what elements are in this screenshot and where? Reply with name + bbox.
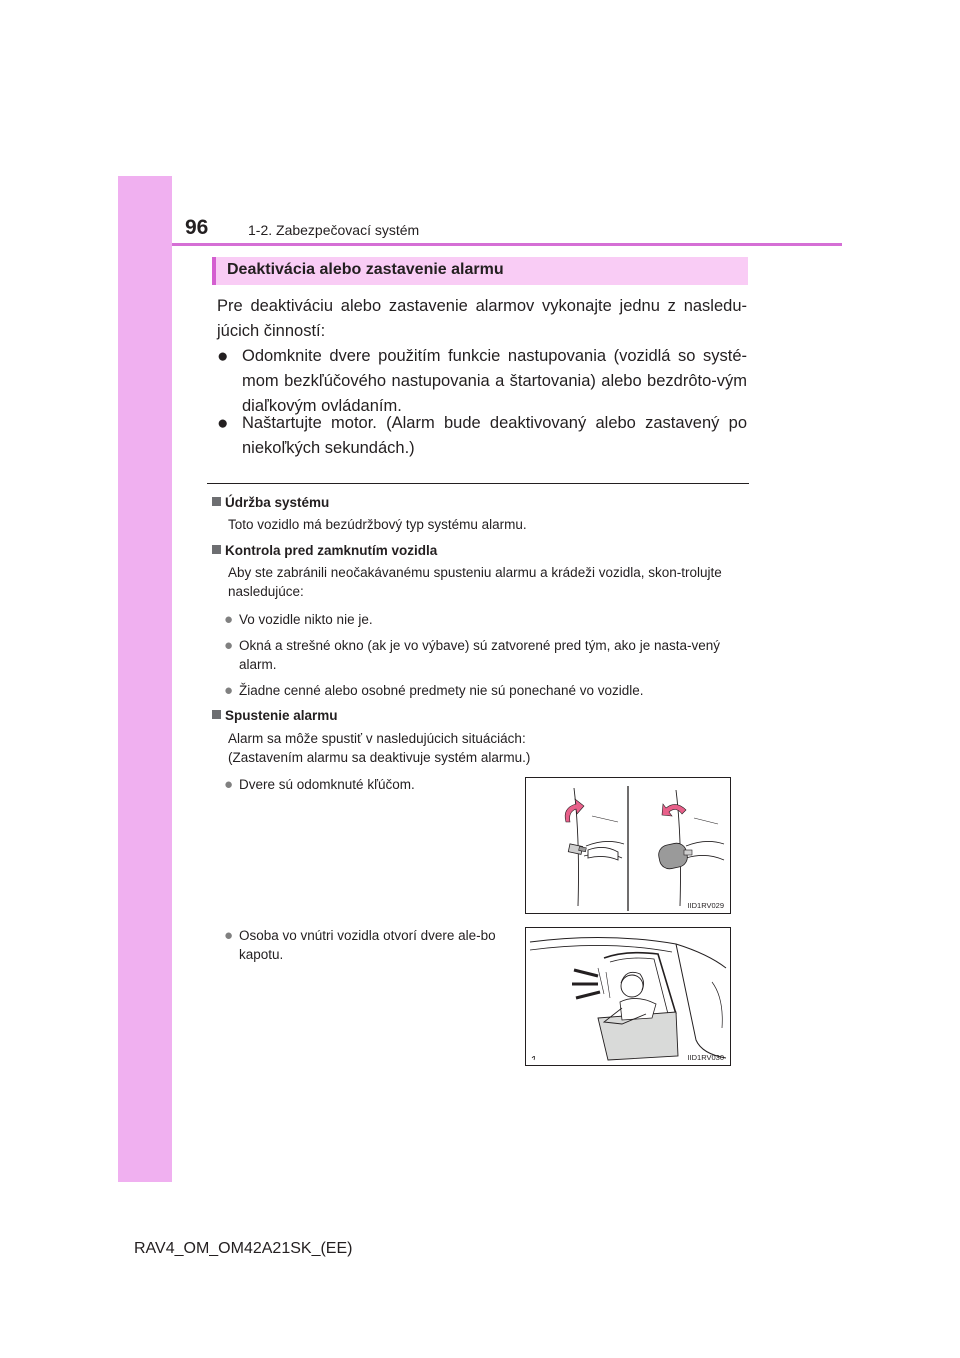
section-title: 1-2. Zabezpečovací systém bbox=[248, 222, 420, 238]
check-item-2-text: Okná a strešné okno (ak je vo výbave) sú zatvorené pred tým, ako je nasta-vený alarm. bbox=[239, 638, 720, 672]
note-heading-maintenance-text: Údržba systému bbox=[225, 495, 330, 510]
check-item-1-text: Vo vozidle nikto nie je. bbox=[239, 612, 373, 627]
bullet-dot-icon: ● bbox=[224, 927, 234, 944]
side-tab-bar bbox=[118, 176, 172, 1182]
section-heading-text: Deaktivácia alebo zastavenie alarmu bbox=[227, 261, 504, 278]
note-text-trigger-line1: Alarm sa môže spustiť v nasledujúcich situáciách: bbox=[228, 731, 526, 746]
figure-code: IID1RV030 bbox=[687, 1053, 724, 1062]
page-number: 96 bbox=[185, 216, 209, 239]
bullet-dot-icon: ● bbox=[217, 413, 229, 434]
bullet-dot-icon: ● bbox=[224, 637, 234, 654]
note-heading-check bbox=[212, 543, 437, 558]
check-item-2 bbox=[224, 636, 749, 674]
note-text-check: Aby ste zabránili neočakávanému spusteniu alarmu a krádeži vozidla, skon-trolujte nasledujúce: bbox=[228, 565, 722, 599]
figure-code: IID1RV029 bbox=[687, 901, 724, 910]
section-heading bbox=[212, 257, 748, 285]
main-bullet-1 bbox=[217, 344, 747, 419]
main-bullet-2-text: Naštartujte motor. (Alarm bude deaktivovaný alebo zastavený po niekoľkých sekundách.) bbox=[242, 414, 747, 457]
trigger-item-1 bbox=[224, 775, 514, 794]
bullet-dot-icon: ● bbox=[217, 346, 229, 367]
bullet-dot-icon: ● bbox=[224, 611, 234, 628]
square-bullet-icon bbox=[212, 497, 221, 506]
square-bullet-icon bbox=[212, 710, 221, 719]
person-door-illustration bbox=[526, 928, 730, 1065]
figure-key-unlock bbox=[525, 777, 731, 914]
check-item-3 bbox=[224, 681, 749, 700]
bullet-dot-icon: ● bbox=[224, 776, 234, 793]
main-bullet-2 bbox=[217, 411, 747, 461]
figure-door-opened-inside bbox=[525, 927, 731, 1066]
bullet-dot-icon: ● bbox=[224, 682, 234, 699]
trigger-item-1-text: Dvere sú odomknuté kľúčom. bbox=[239, 777, 415, 792]
rotate-arrow-icon bbox=[662, 804, 686, 816]
rotate-arrow-icon bbox=[565, 799, 584, 822]
note-heading-trigger bbox=[212, 708, 338, 723]
check-item-3-text: Žiadne cenné alebo osobné predmety nie sú ponechané vo vozidle. bbox=[239, 683, 644, 698]
section-divider bbox=[207, 483, 749, 484]
door-key-illustration bbox=[526, 778, 730, 913]
trigger-item-2-text: Osoba vo vnútri vozidla otvorí dvere ale-bo kapotu. bbox=[239, 928, 496, 962]
header-rule bbox=[172, 243, 842, 246]
check-item-1 bbox=[224, 610, 749, 629]
main-bullet-1-text: Odomknite dvere použitím funkcie nastupovania (vozidlá so systé-mom bezkľúčového nastupovania a štartovania) alebo bezdrôto-vým diaľkovým ovládaním. bbox=[242, 347, 747, 415]
note-text-trigger-line2: (Zastavením alarmu sa deaktivuje systém alarmu.) bbox=[228, 750, 531, 765]
note-heading-maintenance bbox=[212, 495, 329, 510]
note-heading-check-text: Kontrola pred zamknutím vozidla bbox=[225, 543, 438, 558]
note-text-maintenance: Toto vozidlo má bezúdržbový typ systému alarmu. bbox=[228, 517, 527, 532]
trigger-item-2 bbox=[224, 926, 514, 964]
footer-document-code: RAV4_OM_OM42A21SK_(EE) bbox=[134, 1240, 353, 1257]
square-bullet-icon bbox=[212, 545, 221, 554]
note-heading-trigger-text: Spustenie alarmu bbox=[225, 708, 338, 723]
intro-paragraph: Pre deaktiváciu alebo zastavenie alarmov vykonajte jednu z nasledu-júcich činností: bbox=[217, 297, 747, 340]
